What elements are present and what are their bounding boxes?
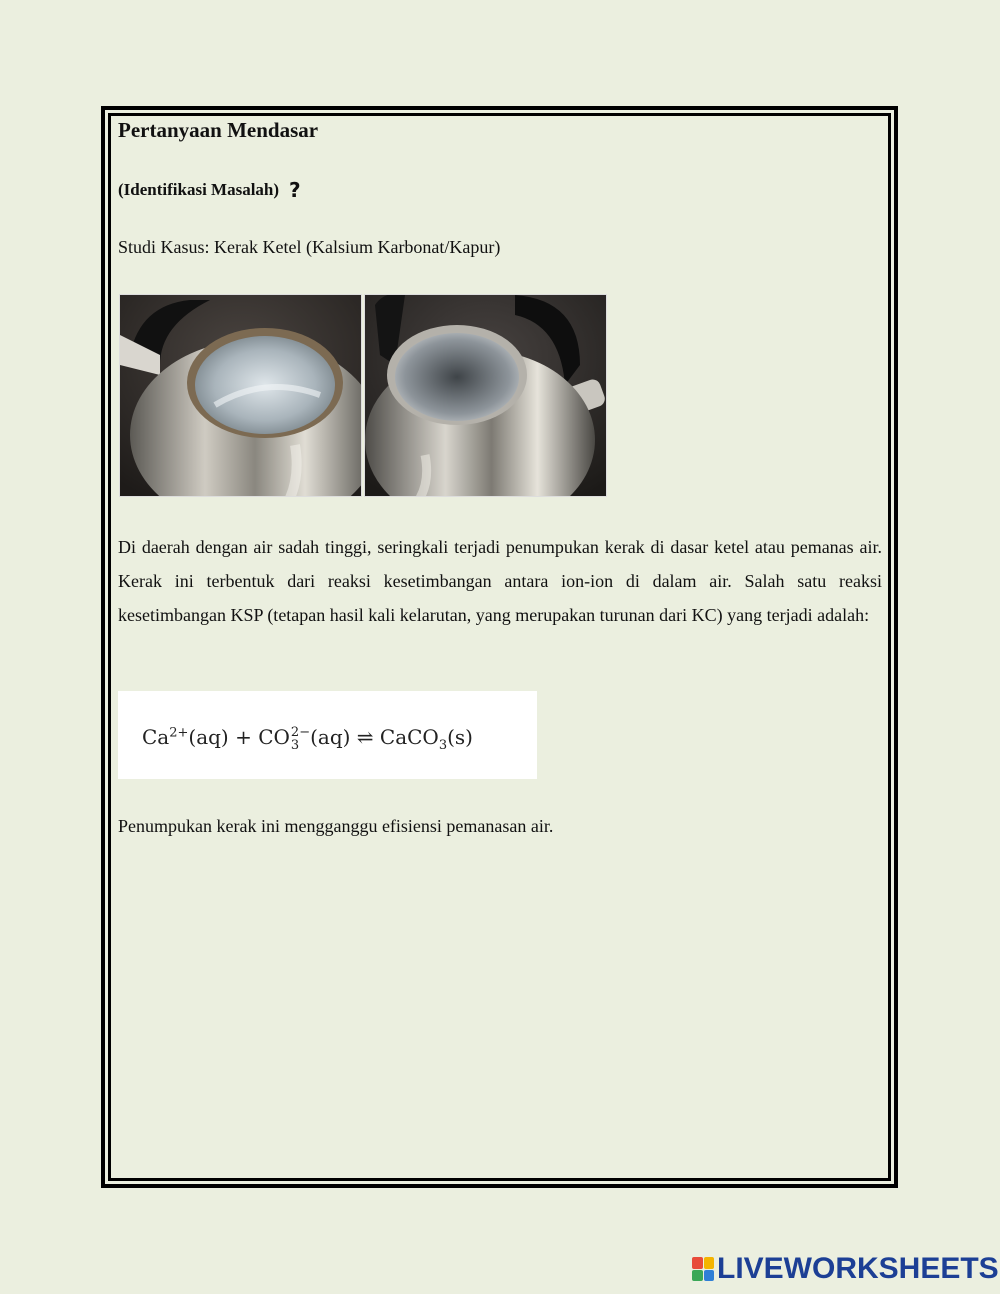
badge-cell xyxy=(704,1257,715,1269)
section-heading-text: (Identifikasi Masalah) xyxy=(118,180,280,199)
badge-cell xyxy=(704,1270,715,1282)
section-heading xyxy=(118,178,301,202)
equation-text xyxy=(142,725,473,753)
eq-product: (aq) ⇌ CaCO xyxy=(310,725,439,749)
page-title: Pertanyaan Mendasar xyxy=(118,118,319,142)
eq-carbonate-scripts xyxy=(291,726,310,752)
eq-product-state: (s) xyxy=(447,725,473,749)
question-icon: ? xyxy=(289,178,301,202)
case-study-title: Studi Kasus: Kerak Ketel (Kalsium Karbonat/Kapur) xyxy=(118,237,501,257)
eq-carbonate: (aq) + CO xyxy=(188,725,290,749)
equilibrium-equation xyxy=(118,691,537,779)
kettle-with-scale-photo xyxy=(119,294,362,497)
logo-badge-icon xyxy=(692,1257,714,1281)
case-description: Di daerah dengan air sadah tinggi, seringkali terjadi penumpukan kerak di dasar ketel atau pemanas air. Kerak ini terbentuk dari reaksi kesetimbangan antara ion-ion di dalam air. Salah satu reaksi kesetimbangan KSP (tetapan hasil kali kelarutan, yang merupakan turunan dari KC) yang terjadi adalah: xyxy=(118,537,882,625)
badge-cell xyxy=(692,1257,703,1269)
closing-statement: Penumpukan kerak ini mengganggu efisiensi pemanasan air. xyxy=(118,816,554,836)
brand-name: LIVEWORKSHEETS xyxy=(717,1252,999,1285)
eq-product-sub: 3 xyxy=(438,738,448,753)
badge-cell xyxy=(692,1270,703,1282)
page-border-inner xyxy=(108,113,891,1181)
eq-calcium: Ca xyxy=(142,725,170,749)
eq-carbonate-charge: 2− xyxy=(290,724,311,740)
eq-carbonate-sub: 3 xyxy=(290,737,300,753)
eq-calcium-charge: 2+ xyxy=(169,725,189,741)
liveworksheets-logo[interactable] xyxy=(692,1252,999,1286)
kettle-photos xyxy=(119,294,608,497)
clean-kettle-photo xyxy=(364,294,607,497)
